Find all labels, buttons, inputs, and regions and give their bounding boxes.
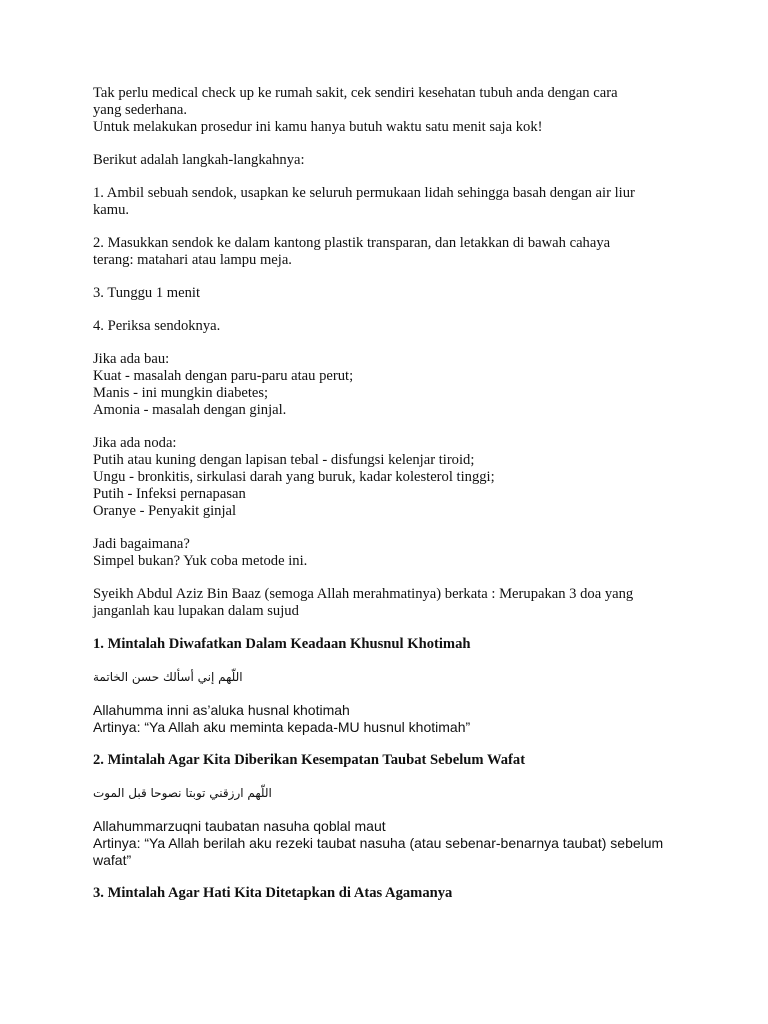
stain-item: Putih atau kuning dengan lapisan tebal - disfungsi kelenjar tiroid;: [93, 452, 475, 468]
intro-line: Tak perlu medical check up ke rumah sakit, cek sendiri kesehatan tubuh anda dengan cara: [93, 85, 618, 101]
doa-1-text: [93, 702, 683, 736]
document-body: [93, 85, 683, 918]
step-3: 3. Tunggu 1 menit: [93, 285, 201, 301]
intro-line: Untuk melakukan prosedur ini kamu hanya butuh waktu satu menit saja kok!: [93, 119, 543, 135]
smell-item: Kuat - masalah dengan paru-paru atau perut;: [93, 368, 354, 384]
doa-2-heading: 2. Mintalah Agar Kita Diberikan Kesempatan Taubat Sebelum Wafat: [93, 752, 526, 768]
closing-paragraph: Jadi bagaimana? Simpel bukan? Yuk coba metode ini.: [93, 536, 308, 569]
doa-1-meaning: Artinya: “Ya Allah aku meminta kepada-MU husnul khotimah”: [93, 719, 471, 735]
quote-paragraph: Syeikh Abdul Aziz Bin Baaz (semoga Allah merahmatinya) berkata : Merupakan 3 doa yang janganlah kau lupakan dalam sujud: [93, 586, 634, 619]
intro-paragraph: [93, 85, 683, 136]
stain-item: Putih - Infeksi pernapasan: [93, 486, 246, 502]
doa-3-heading: 3. Mintalah Agar Hati Kita Ditetapkan di Atas Agamanya: [93, 885, 453, 901]
doa-2-arabic: اللّهم ارزقني توبتا نصوحا قبل الموت: [93, 786, 272, 800]
stain-title: Jika ada noda:: [93, 435, 177, 451]
smell-item: Amonia - masalah dengan ginjal.: [93, 402, 287, 418]
step-1: 1. Ambil sebuah sendok, usapkan ke seluruh permukaan lidah sehingga basah dengan air liur kamu.: [93, 185, 635, 218]
doa-1-transliteration: Allahumma inni as’aluka husnal khotimah: [93, 702, 350, 718]
doa-2-meaning: Artinya: “Ya Allah berilah aku rezeki taubat nasuha (atau sebenar-benarnya taubat) sebelum: [93, 835, 664, 851]
stain-item: Oranye - Penyakit ginjal: [93, 503, 237, 519]
doa-2-transliteration: Allahummarzuqni taubatan nasuha qoblal maut: [93, 818, 386, 834]
smell-item: Manis - ini mungkin diabetes;: [93, 385, 269, 401]
doa-2-meaning: wafat”: [93, 852, 132, 868]
doa-1-heading: 1. Mintalah Diwafatkan Dalam Keadaan Khusnul Khotimah: [93, 636, 471, 652]
intro-line: yang sederhana.: [93, 102, 188, 118]
doa-2-text: [93, 818, 683, 869]
stain-section: [93, 435, 683, 520]
step-4: 4. Periksa sendoknya.: [93, 318, 221, 334]
step-2: 2. Masukkan sendok ke dalam kantong plastik transparan, dan letakkan di bawah cahaya terang: matahari atau lampu meja.: [93, 235, 611, 268]
doa-1-arabic: اللّهم إني أسألك حسن الخاتمة: [93, 670, 243, 684]
steps-intro: Berikut adalah langkah-langkahnya:: [93, 152, 305, 168]
stain-item: Ungu - bronkitis, sirkulasi darah yang buruk, kadar kolesterol tinggi;: [93, 469, 495, 485]
smell-title: Jika ada bau:: [93, 351, 170, 367]
smell-section: [93, 351, 683, 419]
